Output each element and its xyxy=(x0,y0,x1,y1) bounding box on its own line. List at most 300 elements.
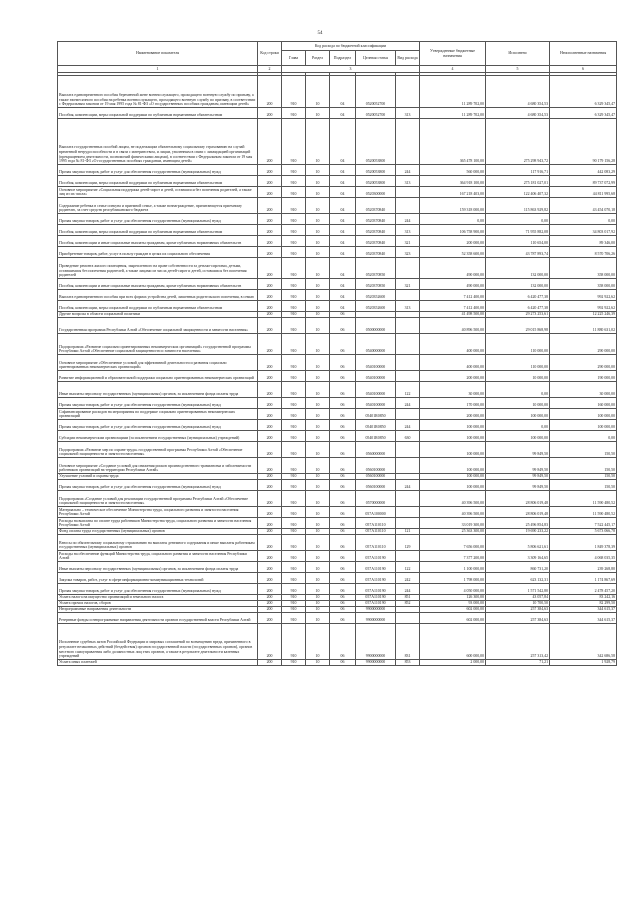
row-unexecuted: 44 811 995,68 xyxy=(550,187,617,198)
row-subsection: 06 xyxy=(330,507,356,518)
row-approved: 100 000,00 xyxy=(420,420,486,431)
row-expense-kind xyxy=(396,409,420,420)
row-expense-kind xyxy=(396,442,420,458)
row-approved: 40 396 500,00 xyxy=(420,507,486,518)
row-chapter: 910 xyxy=(282,420,306,431)
row-name: Исполнение судебных актов Российской Федерации и мировых соглашений по возмещению вреда, причиненного в результате незаконных действий (бездействия) органов государственной власти (государственных органов), органов местного самоуправления либо должностных лиц этих органов, а также в результате деятельности казенных учреждений xyxy=(58,624,258,660)
row-unexecuted: 190 000,00 xyxy=(550,371,617,382)
row-target-article: 0520370840 xyxy=(356,247,396,258)
row-section: 10 xyxy=(306,355,330,371)
row-unexecuted: 6 329 345,47 xyxy=(550,76,617,108)
row-subsection: 06 xyxy=(330,562,356,573)
row-executed: 71 955 882,08 xyxy=(486,225,550,236)
row-chapter: 910 xyxy=(282,431,306,442)
row-target-article: 057А110190 xyxy=(356,551,396,562)
row-section: 10 xyxy=(306,371,330,382)
row-target-article: 0520300000 xyxy=(356,187,396,198)
row-chapter: 910 xyxy=(282,398,306,409)
row-executed: 29 273 253,61 xyxy=(486,312,550,318)
row-unexecuted: 150,50 xyxy=(550,442,617,458)
row-unexecuted: 82 299,50 xyxy=(550,601,617,607)
row-executed: 0,00 xyxy=(486,382,550,398)
row-subsection: 06 xyxy=(330,491,356,507)
row-name: Прочая закупка товаров, работ и услуг для обеспечения государственных (муниципальных) нужд xyxy=(58,584,258,595)
row-section: 10 xyxy=(306,236,330,247)
table-row xyxy=(58,551,617,562)
row-section: 10 xyxy=(306,420,330,431)
row-section: 10 xyxy=(306,165,330,176)
row-executed: 0,00 xyxy=(486,420,550,431)
row-name: Выплата единовременного пособия беременной жене военнослужащего, проходящего военную службу по призыву, а также ежемесячного пособия на ребенка военнослужащего, проходящего военную службу по призыву, в соответствии с Федеральным законом от 19 мая 1995 года № 81-ФЗ «О государственных пособиях гражданам, имеющим детей» xyxy=(58,76,258,108)
row-target-article: 0520370840 xyxy=(356,198,396,214)
table-row xyxy=(58,480,617,491)
row-expense-kind: 852 xyxy=(396,601,420,607)
row-subsection: 06 xyxy=(330,660,356,666)
row-line-code: 200 xyxy=(258,165,282,176)
row-line-code: 200 xyxy=(258,382,282,398)
row-subsection: 04 xyxy=(330,214,356,225)
row-chapter: 910 xyxy=(282,409,306,420)
row-line-code: 200 xyxy=(258,529,282,535)
row-unexecuted: 344 615,37 xyxy=(550,607,617,613)
row-name: Улучшение условий и охраны труда xyxy=(58,474,258,480)
table-row xyxy=(58,214,617,225)
row-section: 10 xyxy=(306,562,330,573)
row-executed: 43 057,84 xyxy=(486,595,550,601)
row-subsection: 04 xyxy=(330,165,356,176)
row-chapter: 910 xyxy=(282,301,306,312)
row-executed: 132 000,00 xyxy=(486,258,550,279)
row-chapter: 910 xyxy=(282,236,306,247)
table-row xyxy=(58,518,617,529)
row-subsection: 04 xyxy=(330,119,356,165)
row-name: Расходы на выплаты по оплате труда работников Министерства труда, социального развития и занятости населения Республики Алтай xyxy=(58,518,258,529)
row-subsection: 06 xyxy=(330,334,356,355)
row-target-article: 0520352600 xyxy=(356,301,396,312)
header-target-article: Целевая статья xyxy=(356,51,396,66)
row-approved: 1 798 000,00 xyxy=(420,573,486,584)
row-executed: 100 000,00 xyxy=(486,431,550,442)
row-expense-kind: 630 xyxy=(396,431,420,442)
table-row xyxy=(58,535,617,551)
row-executed: 257 384,63 xyxy=(486,613,550,624)
row-subsection: 06 xyxy=(330,474,356,480)
table-row xyxy=(58,371,617,382)
table-row xyxy=(58,258,617,279)
row-section: 10 xyxy=(306,187,330,198)
row-section: 10 xyxy=(306,301,330,312)
row-line-code: 200 xyxy=(258,236,282,247)
row-name: Пособия, компенсации, меры социальной поддержки по публичным нормативным обязательствам xyxy=(58,176,258,187)
row-approved: 167 218 403,00 xyxy=(420,187,486,198)
row-section: 10 xyxy=(306,258,330,279)
row-unexecuted: 290 000,00 xyxy=(550,355,617,371)
row-unexecuted: 30 000,00 xyxy=(550,382,617,398)
row-section: 10 xyxy=(306,595,330,601)
row-name: Иные выплаты персоналу государственных (муниципальных) органов, за исключением фонда оплаты труда xyxy=(58,562,258,573)
row-line-code: 200 xyxy=(258,584,282,595)
row-expense-kind xyxy=(396,119,420,165)
row-approved: 100 000,00 xyxy=(420,431,486,442)
row-executed: 10 000,00 xyxy=(486,371,550,382)
row-chapter: 910 xyxy=(282,187,306,198)
row-chapter: 910 xyxy=(282,518,306,529)
row-unexecuted: 342 686,58 xyxy=(550,624,617,660)
row-section: 10 xyxy=(306,176,330,187)
row-unexecuted: 442 083,29 xyxy=(550,165,617,176)
row-target-article: 9900000000 xyxy=(356,660,396,666)
row-unexecuted: 100 000,00 xyxy=(550,420,617,431)
row-target-article: 0520370850 xyxy=(356,279,396,290)
row-executed: 43 787 893,74 xyxy=(486,247,550,258)
row-expense-kind: 242 xyxy=(396,573,420,584)
row-subsection: 04 xyxy=(330,247,356,258)
table-row xyxy=(58,398,617,409)
row-line-code: 200 xyxy=(258,420,282,431)
row-subsection: 06 xyxy=(330,409,356,420)
row-expense-kind: 313 xyxy=(396,301,420,312)
row-subsection: 06 xyxy=(330,584,356,595)
row-name: Прочая закупка товаров, работ и услуг для обеспечения государственных (муниципальных) нужд xyxy=(58,398,258,409)
row-target-article: 0520052700 xyxy=(356,108,396,119)
row-executed: 257 384,63 xyxy=(486,607,550,613)
row-unexecuted: 290 000,00 xyxy=(550,334,617,355)
row-unexecuted: 100 000,00 xyxy=(550,409,617,420)
row-chapter: 910 xyxy=(282,334,306,355)
row-target-article: 0520352600 xyxy=(356,290,396,301)
row-name: Резервные фонды и непрограммные направления деятельности органов государственной власти Республики Алтай xyxy=(58,613,258,624)
row-executed: 6 420 477,38 xyxy=(486,290,550,301)
row-approved: 40 896 500,00 xyxy=(420,318,486,334)
row-section: 10 xyxy=(306,409,330,420)
row-section: 10 xyxy=(306,607,330,613)
row-unexecuted: 6 329 345,47 xyxy=(550,108,617,119)
table-row xyxy=(58,236,617,247)
row-approved: 7 377 200,00 xyxy=(420,551,486,562)
row-chapter: 910 xyxy=(282,279,306,290)
row-chapter: 910 xyxy=(282,474,306,480)
row-subsection: 04 xyxy=(330,108,356,119)
row-line-code: 200 xyxy=(258,119,282,165)
row-expense-kind: 831 xyxy=(396,624,420,660)
row-line-code: 200 xyxy=(258,187,282,198)
row-name: Непрограммные направления деятельности xyxy=(58,607,258,613)
row-line-code: 200 xyxy=(258,660,282,666)
row-chapter: 910 xyxy=(282,562,306,573)
row-expense-kind xyxy=(396,491,420,507)
row-target-article: 0540100000 xyxy=(356,355,396,371)
row-target-article: 057А110110 xyxy=(356,535,396,551)
row-subsection: 06 xyxy=(330,613,356,624)
row-executed: 860 731,20 xyxy=(486,562,550,573)
row-target-article: 0520053800 xyxy=(356,165,396,176)
row-unexecuted: 11 880 631,02 xyxy=(550,318,617,334)
row-chapter: 910 xyxy=(282,595,306,601)
row-target-article: 057А100000 xyxy=(356,507,396,518)
row-subsection: 06 xyxy=(330,518,356,529)
row-target-article: 0520370840 xyxy=(356,214,396,225)
row-chapter: 910 xyxy=(282,607,306,613)
row-chapter: 910 xyxy=(282,535,306,551)
table-row xyxy=(58,290,617,301)
row-name: Субсидии некоммерческим организациям (за исключением государственных (муниципальных) учреждений) xyxy=(58,431,258,442)
row-unexecuted: 160 000,00 xyxy=(550,398,617,409)
row-unexecuted: 2 478 457,20 xyxy=(550,584,617,595)
row-target-article: 057А110190 xyxy=(356,573,396,584)
row-name: Софинансирование расходов на мероприятия по поддержке социально ориентированных некоммерческих организаций xyxy=(58,409,258,420)
row-target-article: 0540100000 xyxy=(356,371,396,382)
row-unexecuted: 150,50 xyxy=(550,474,617,480)
row-chapter: 910 xyxy=(282,108,306,119)
row-subsection: 06 xyxy=(330,442,356,458)
row-expense-kind: 129 xyxy=(396,535,420,551)
row-chapter: 910 xyxy=(282,507,306,518)
row-unexecuted: 90 179 156,28 xyxy=(550,119,617,165)
row-target-article: 0560000000 xyxy=(356,442,396,458)
row-chapter: 910 xyxy=(282,442,306,458)
row-line-code: 200 xyxy=(258,409,282,420)
row-executed: 623 132,31 xyxy=(486,573,550,584)
row-unexecuted: 0,00 xyxy=(550,431,617,442)
row-subsection: 06 xyxy=(330,398,356,409)
row-section: 10 xyxy=(306,613,330,624)
row-approved: 400 000,00 xyxy=(420,334,486,355)
row-subsection: 04 xyxy=(330,290,356,301)
row-unexecuted: 992 922,62 xyxy=(550,290,617,301)
row-name: Расходы на обеспечение функций Министерства труда, социального развития и занятости населения Республики Алтай xyxy=(58,551,258,562)
row-subsection: 04 xyxy=(330,187,356,198)
row-chapter: 910 xyxy=(282,318,306,334)
row-executed: 10 700,50 xyxy=(486,601,550,607)
column-index: 4 xyxy=(420,66,486,73)
table-row xyxy=(58,458,617,474)
row-executed: 0,00 xyxy=(486,214,550,225)
table-row xyxy=(58,507,617,518)
row-chapter: 910 xyxy=(282,491,306,507)
row-expense-kind xyxy=(396,198,420,214)
row-executed: 1 571 542,80 xyxy=(486,584,550,595)
row-chapter: 910 xyxy=(282,247,306,258)
row-subsection: 06 xyxy=(330,551,356,562)
row-unexecuted: 8 570 706,26 xyxy=(550,247,617,258)
row-expense-kind: 313 xyxy=(396,225,420,236)
row-target-article: 0520052700 xyxy=(356,76,396,108)
page-number: 54 xyxy=(317,31,323,36)
row-expense-kind xyxy=(396,334,420,355)
row-expense-kind xyxy=(396,76,420,108)
row-name: Основное мероприятие «Обеспечение условий для эффективной деятельности и развития социально ориентированных некоммерческих организаций» xyxy=(58,355,258,371)
row-target-article: 057А110110 xyxy=(356,529,396,535)
row-line-code: 200 xyxy=(258,595,282,601)
row-name: Основное мероприятие «Создание условий для снижения рисков производственного травматизма и заболеваемости работников организаций на территории Республики Алтай» xyxy=(58,458,258,474)
row-line-code: 200 xyxy=(258,301,282,312)
row-name: Основное мероприятие «Социальная поддержка детей-сирот и детей, оставшихся без попечения родителей, а также лиц из их числа» xyxy=(58,187,258,198)
row-executed: 257 313,42 xyxy=(486,624,550,660)
row-expense-kind: 244 xyxy=(396,420,420,431)
row-approved: 11 289 702,00 xyxy=(420,76,486,108)
row-name: Выплата государственных пособий лицам, не подлежащим обязательному социальному страхованию на случай временной нетрудоспособности и в связи с материнством, и лицам, уволенным в связи с ликвидацией организаций (прекращением деятельности, полномочий физическими лицами), в соответствии с Федеральным законом от 19 мая 1995 года № 81-ФЗ «О государственных пособиях гражданам, имеющим детей» xyxy=(58,119,258,165)
row-chapter: 910 xyxy=(282,382,306,398)
row-subsection: 06 xyxy=(330,382,356,398)
row-target-article: 0560100000 xyxy=(356,474,396,480)
row-section: 10 xyxy=(306,334,330,355)
row-name: Пособия, компенсации и иные социальные выплаты гражданам, кроме публичных нормативных обязательств xyxy=(58,236,258,247)
row-chapter: 910 xyxy=(282,355,306,371)
row-target-article: 0520370850 xyxy=(356,258,396,279)
table-row xyxy=(58,562,617,573)
row-subsection: 04 xyxy=(330,76,356,108)
row-line-code: 200 xyxy=(258,198,282,214)
row-line-code: 200 xyxy=(258,431,282,442)
table-row xyxy=(58,442,617,458)
row-approved: 11 289 702,00 xyxy=(420,108,486,119)
row-section: 10 xyxy=(306,382,330,398)
row-expense-kind xyxy=(396,355,420,371)
row-expense-kind xyxy=(396,551,420,562)
table-row xyxy=(58,420,617,431)
row-section: 10 xyxy=(306,214,330,225)
row-section: 10 xyxy=(306,458,330,474)
row-name: Проведение ремонта жилого помещения, закрепленного на праве собственности за детьми-сиротами, детьми, оставшимися без попечения родителей, а также лицами из числа детей-сирот и детей, оставшихся без попечения родителей xyxy=(58,258,258,279)
row-section: 10 xyxy=(306,491,330,507)
row-executed: 25 496 854,83 xyxy=(486,518,550,529)
row-line-code: 200 xyxy=(258,551,282,562)
row-subsection: 04 xyxy=(330,236,356,247)
row-section: 10 xyxy=(306,551,330,562)
row-section: 10 xyxy=(306,225,330,236)
row-approved: 560 000,00 xyxy=(420,165,486,176)
row-target-article: 0540100000 xyxy=(356,398,396,409)
row-line-code: 200 xyxy=(258,318,282,334)
row-name: Закупка товаров, работ, услуг в сфере информационно-коммуникационных технологий xyxy=(58,573,258,584)
row-approved: 0,00 xyxy=(420,214,486,225)
row-executed: 3 309 164,65 xyxy=(486,551,550,562)
row-section: 10 xyxy=(306,507,330,518)
row-section: 10 xyxy=(306,624,330,660)
row-subsection: 04 xyxy=(330,301,356,312)
table-row xyxy=(58,318,617,334)
row-chapter: 910 xyxy=(282,76,306,108)
row-chapter: 910 xyxy=(282,214,306,225)
row-expense-kind: 313 xyxy=(396,176,420,187)
row-target-article: 057А110190 xyxy=(356,562,396,573)
row-section: 10 xyxy=(306,529,330,535)
row-approved: 200 000,00 xyxy=(420,236,486,247)
row-target-article: 057А110190 xyxy=(356,595,396,601)
row-executed: 6 420 477,38 xyxy=(486,301,550,312)
row-target-article: 057А110110 xyxy=(356,518,396,529)
column-index: 6 xyxy=(550,66,617,73)
row-approved: 126 300,00 xyxy=(420,595,486,601)
row-expense-kind: 244 xyxy=(396,584,420,595)
row-unexecuted: 1 174 867,69 xyxy=(550,573,617,584)
table-row xyxy=(58,431,617,442)
row-executed: 28 806 019,48 xyxy=(486,507,550,518)
row-expense-kind: 851 xyxy=(396,595,420,601)
row-approved: 602 000,00 xyxy=(420,607,486,613)
row-executed: 10 000,00 xyxy=(486,398,550,409)
table-row xyxy=(58,584,617,595)
row-subsection: 06 xyxy=(330,595,356,601)
table-row xyxy=(58,660,617,666)
row-unexecuted: 150,50 xyxy=(550,480,617,491)
row-chapter: 910 xyxy=(282,312,306,318)
row-name: Другие вопросы в области социальной политики xyxy=(58,312,258,318)
row-name: Выплата единовременного пособия при всех формах устройства детей, лишенных родительского попечения, в семью xyxy=(58,290,258,301)
row-section: 10 xyxy=(306,431,330,442)
row-unexecuted: 34 803 017,92 xyxy=(550,225,617,236)
row-unexecuted: 7 522 445,17 xyxy=(550,518,617,529)
table-row xyxy=(58,198,617,214)
row-chapter: 910 xyxy=(282,176,306,187)
row-line-code: 200 xyxy=(258,398,282,409)
row-target-article: 9900000000 xyxy=(356,607,396,613)
table-row xyxy=(58,382,617,398)
row-chapter: 910 xyxy=(282,371,306,382)
row-unexecuted: 12 225 246,39 xyxy=(550,312,617,318)
row-name: Материально – техническое обеспечение Министерства труда, социального развития и занятости населения Республики Алтай xyxy=(58,507,258,518)
header-section: Раздел xyxy=(306,51,330,66)
row-unexecuted: 1 928,79 xyxy=(550,660,617,666)
row-line-code: 200 xyxy=(258,108,282,119)
row-line-code: 200 xyxy=(258,290,282,301)
row-approved: 170 000,00 xyxy=(420,398,486,409)
row-approved: 7 412 400,00 xyxy=(420,301,486,312)
row-unexecuted: 11 590 480,52 xyxy=(550,507,617,518)
row-executed: 4 680 354,53 xyxy=(486,108,550,119)
row-line-code: 200 xyxy=(258,225,282,236)
row-subsection: 06 xyxy=(330,624,356,660)
row-target-article: 05401R0850 xyxy=(356,431,396,442)
row-executed: 117 916,71 xyxy=(486,165,550,176)
row-section: 10 xyxy=(306,198,330,214)
row-executed: 132 000,00 xyxy=(486,279,550,290)
row-line-code: 200 xyxy=(258,247,282,258)
row-section: 10 xyxy=(306,480,330,491)
row-chapter: 910 xyxy=(282,660,306,666)
row-line-code: 200 xyxy=(258,371,282,382)
row-approved: 40 396 500,00 xyxy=(420,491,486,507)
row-subsection: 06 xyxy=(330,355,356,371)
row-name: Подпрограмма «Создание условий для реализации государственной программы Республики Алтай «Обеспечение социальной защищенности и занятости населения» xyxy=(58,491,258,507)
row-expense-kind: 321 xyxy=(396,236,420,247)
header-line-code: Код строки xyxy=(258,42,282,66)
row-subsection: 06 xyxy=(330,420,356,431)
row-line-code: 200 xyxy=(258,535,282,551)
row-expense-kind xyxy=(396,371,420,382)
row-executed: 275 298 943,72 xyxy=(486,119,550,165)
row-target-article: 0540100000 xyxy=(356,382,396,398)
row-expense-kind: 313 xyxy=(396,108,420,119)
row-line-code: 200 xyxy=(258,258,282,279)
row-approved: 93 000,00 xyxy=(420,601,486,607)
row-executed: 275 181 027,01 xyxy=(486,176,550,187)
row-name: Приобретение товаров, работ, услуг в пользу граждан в целях их социального обеспечения xyxy=(58,247,258,258)
row-executed: 28 806 019,48 xyxy=(486,491,550,507)
row-executed: 99 849,50 xyxy=(486,474,550,480)
row-chapter: 910 xyxy=(282,551,306,562)
table-row xyxy=(58,491,617,507)
table-row xyxy=(58,187,617,198)
row-target-article: 0560100000 xyxy=(356,458,396,474)
row-approved: 400 000,00 xyxy=(420,355,486,371)
row-section: 10 xyxy=(306,119,330,165)
row-approved: 100 000,00 xyxy=(420,458,486,474)
row-subsection: 06 xyxy=(330,371,356,382)
row-approved: 364 918 100,00 xyxy=(420,176,486,187)
row-name: Прочая закупка товаров, работ и услуг для обеспечения государственных (муниципальных) нужд xyxy=(58,420,258,431)
row-approved: 7 656 000,00 xyxy=(420,535,486,551)
